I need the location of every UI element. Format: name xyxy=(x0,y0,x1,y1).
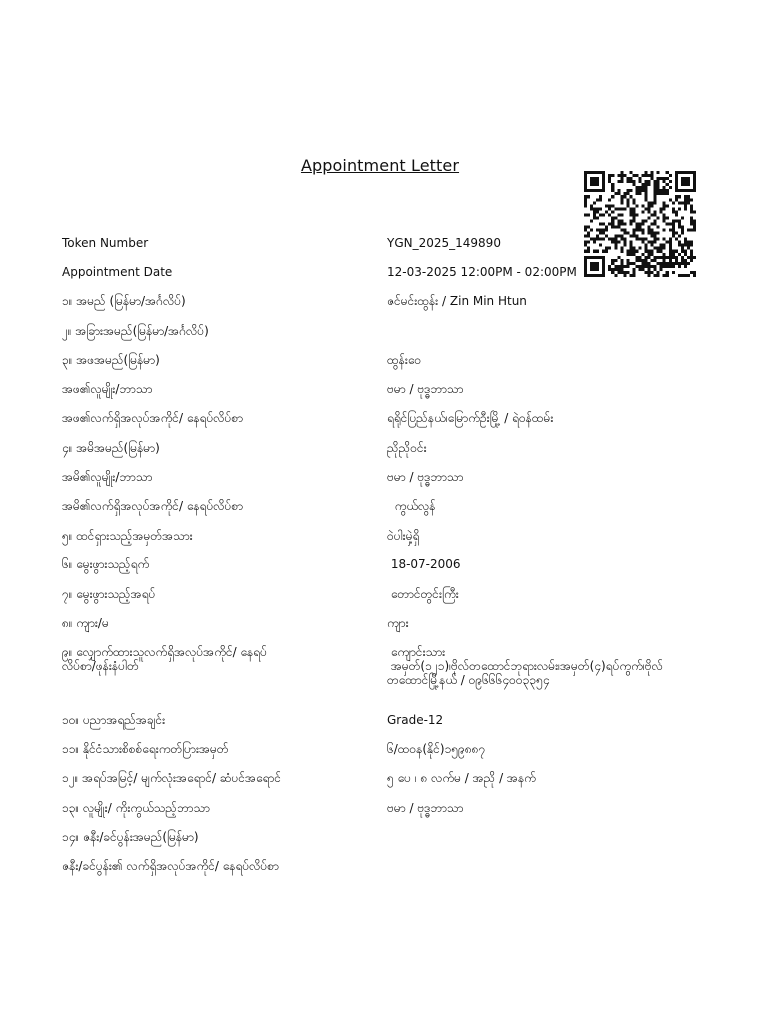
field-value: ၆/ထဝန(နိုင်)၁၅၉၈၈၇ xyxy=(387,742,486,756)
field-value: ဗမာ / ဗုဒ္ဓဘာသာ xyxy=(387,470,464,484)
field-label: ၈။ ကျား/မ xyxy=(62,616,109,630)
field-label: ၅။ ထင်ရှားသည့်အမှတ်အသား xyxy=(62,529,193,543)
field-label: အမိ၏လက်ရှိအလုပ်အကိုင်/ နေရပ်လိပ်စာ xyxy=(62,499,244,513)
field-label: ၁၃။ လူမျိုး/ ကိုးကွယ်သည့်ဘာသာ xyxy=(62,801,210,815)
field-label: အမိ၏လူမျိုး/ဘာသာ xyxy=(62,470,153,484)
field-value: ကျား xyxy=(387,616,409,630)
field-value: တောင်တွင်းကြီး xyxy=(387,587,459,601)
field-value: ကွယ်လွန် xyxy=(387,499,436,513)
field-label: ဇနီး/ခင်ပွန်း၏ လက်ရှိအလုပ်အကိုင်/ နေရပ်လိပ်စာ xyxy=(62,859,279,873)
field-label: ၆။ မွေးဖွားသည့်ရက် xyxy=(62,557,150,571)
field-value: ဝဲပါးမှဲ့ရှိ xyxy=(387,529,420,543)
field-value: ဗမာ / ဗုဒ္ဓဘာသာ xyxy=(387,382,464,396)
page-title: Appointment Letter xyxy=(300,156,460,175)
field-label: ၁၀။ ပညာအရည်အချင်း xyxy=(62,713,166,727)
qr-code-icon xyxy=(584,171,696,277)
field-label: အဖ၏လက်ရှိအလုပ်အကိုင်/ နေရပ်လိပ်စာ xyxy=(62,411,244,425)
field-value: ညိုညိုဝင်း xyxy=(387,441,427,455)
field-value: ဇင်မင်းထွန်း / Zin Min Htun xyxy=(387,294,527,308)
field-label: ၄။ အမိအမည်(မြန်မာ) xyxy=(62,441,160,455)
field-value: Grade-12 xyxy=(387,713,444,727)
field-label: ၇။ မွေးဖွားသည့်အရပ် xyxy=(62,587,156,601)
field-value: 18-07-2006 xyxy=(387,557,461,571)
field-value: ရရိုင်ပြည်နယ်၊မြောက်ဦးမြို့ / ရဲဝန်ထမ်း xyxy=(387,411,554,425)
field-value: 12-03-2025 12:00PM - 02:00PM xyxy=(387,265,577,279)
field-label: ၉။ လျှောက်ထားသူလက်ရှိအလုပ်အကိုင်/ နေရပ်လိပ်စာ/ဖုန်းနံပါတ် xyxy=(62,645,267,673)
field-label: အဖ၏လူမျိုး/ဘာသာ xyxy=(62,382,153,396)
field-label: ၂။ အခြားအမည်(မြန်မာ/အင်္ဂလိပ်) xyxy=(62,324,209,338)
field-value: ဗမာ / ဗုဒ္ဓဘာသာ xyxy=(387,801,464,815)
field-value: ၅ ပေ ၊ ၈ လက်မ / အညို / အနက် xyxy=(387,771,536,785)
field-label: ၁၄။ ဇနီး/ခင်ပွန်းအမည်(မြန်မာ) xyxy=(62,830,199,844)
field-label: Appointment Date xyxy=(62,265,173,279)
field-label: ၁၂။ အရပ်အမြင့်/ မျက်လုံးအရောင်/ ဆံပင်အရောင် xyxy=(62,771,282,785)
field-label: ၃။ အဖအမည်(မြန်မာ) xyxy=(62,353,160,367)
field-label: ၁၁။ နိုင်ငံသားစိစစ်ရေးကတ်ပြားအမှတ် xyxy=(62,742,229,756)
field-value: ထွန်းဝေ xyxy=(387,353,422,367)
field-value: ကျောင်းသား အမှတ်(၁၂၁)၊ဗိုလ်တထောင်ဘုရားလမ်း၊အမှတ်(၄)ရပ်ကွက်၊ဗိုလ်တထောင်မြို့နယ် / ၀၉၆၆၆၄၀၀၃၃၅၄ xyxy=(387,645,663,687)
field-label: Token Number xyxy=(62,236,149,250)
field-value: YGN_2025_149890 xyxy=(387,236,501,250)
field-label: ၁။ အမည် (မြန်မာ/အင်္ဂလိပ်) xyxy=(62,294,186,308)
